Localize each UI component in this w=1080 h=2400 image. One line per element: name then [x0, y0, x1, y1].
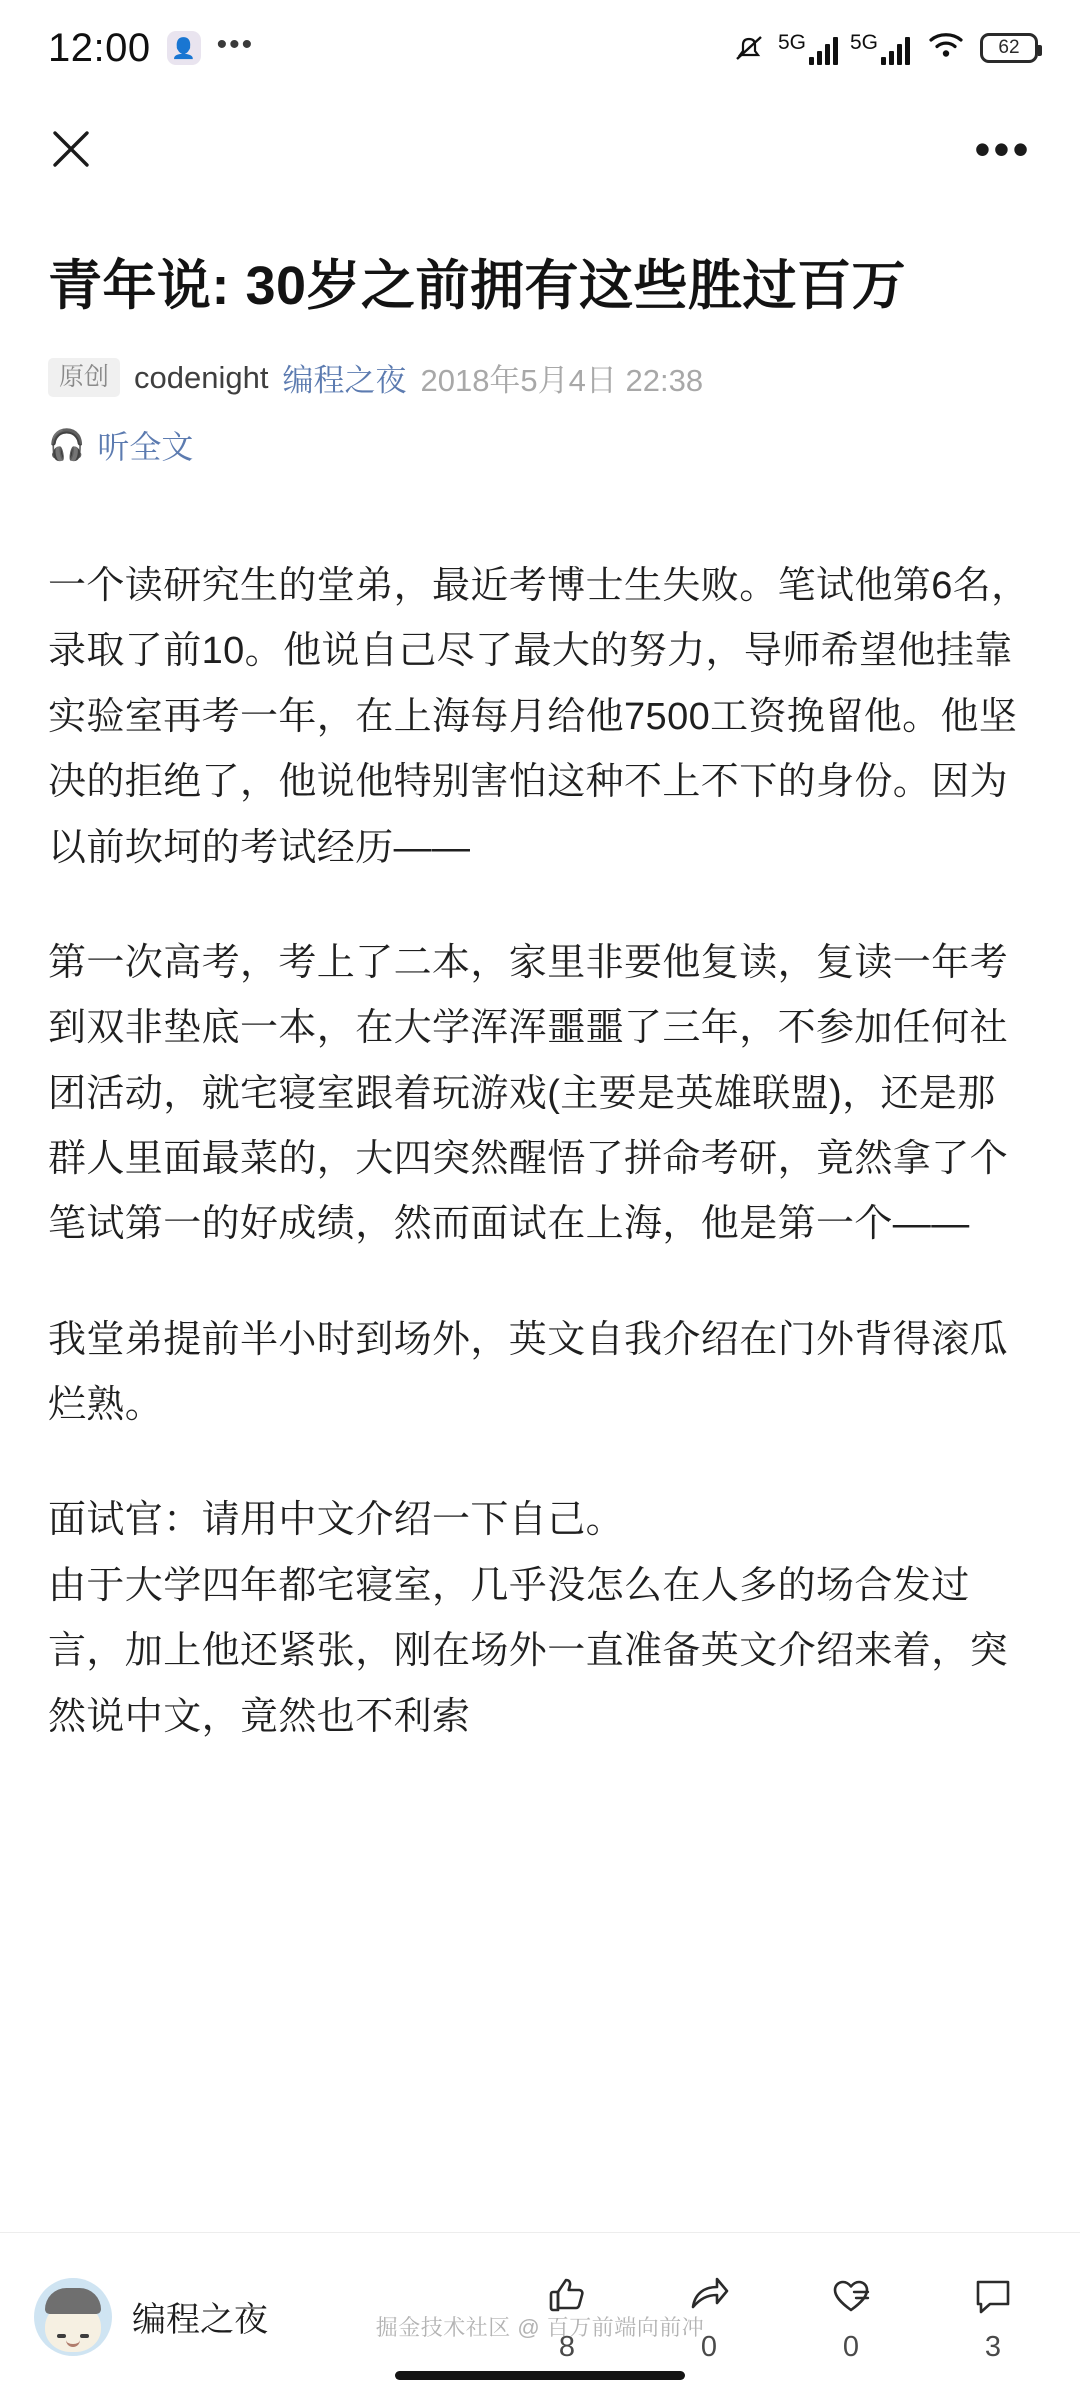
- battery-level: 62: [998, 37, 1020, 58]
- article-date: 2018年5月4日 22:38: [420, 363, 704, 399]
- home-indicator[interactable]: [395, 2371, 685, 2380]
- article-meta: [48, 355, 1032, 400]
- cellular-2: 5G: [850, 32, 910, 65]
- more-horizontal-icon[interactable]: •••: [974, 122, 1032, 175]
- listen-full-text-button[interactable]: [48, 422, 1032, 468]
- article-body: [48, 554, 1032, 1750]
- status-bar-left: [48, 26, 254, 71]
- original-badge: 原创: [48, 358, 120, 397]
- article-content: [0, 202, 1080, 2232]
- status-bar: [0, 0, 1080, 96]
- person-badge-icon: 👤: [167, 31, 201, 65]
- close-icon[interactable]: [40, 118, 102, 180]
- status-clock: 12:00: [48, 25, 151, 70]
- article-author: codenight: [134, 359, 269, 395]
- listen-label: 听全文: [97, 429, 194, 466]
- article-paragraph: 第一次高考，考上了二本，家里非要他复读，复读一年考到双非垫底一本，在大学浑浑噩噩了三年，不参加任何社团活动，就宅寝室跟着玩游戏(主要是英雄联盟)，还是那群人里面最菜的，大四突然醒悟了拼命考研，竟然拿了个笔试第一的好成绩，然而面试在上海，他是第一个——: [48, 941, 1009, 1246]
- signal-bars-2: [881, 37, 910, 65]
- page-title: 青年说: 30岁之前拥有这些胜过百万: [48, 256, 907, 316]
- article-paragraph: 由于大学四年都宅寝室，几乎没怎么在人多的场合发过言，加上他还紧张，刚在场外一直准备英文介绍来着，突然说中文，竟然也不利索: [48, 1564, 1009, 1738]
- signal-bars-1: [809, 37, 838, 65]
- wifi-icon: [928, 31, 964, 64]
- bell-muted-icon: [732, 33, 766, 63]
- content-fade-overlay: [0, 2112, 1080, 2232]
- battery-icon: [980, 33, 1038, 63]
- headphones-icon: 🎧: [48, 428, 86, 462]
- ellipsis-icon: •••: [216, 28, 255, 61]
- share-count: 0: [700, 2330, 718, 2363]
- article-account-link[interactable]: 编程之夜: [282, 363, 407, 399]
- article-paragraph: 一个读研究生的堂弟，最近考博士生失败。笔试他第6名，录取了前10。他说自己尽了最大的努力，导师希望他挂靠实验室再考一年，在上海每月给他7500工资挽留他。他坚决的拒绝了，他说他特别害怕这种不上不下的身份。因为以前坎坷的考试经历——: [48, 565, 1030, 869]
- footer-watermark: 掘金技术社区 @ 百万前端向前冲: [375, 2315, 705, 2340]
- cellular-1: 5G: [778, 32, 838, 65]
- comment-count: 3: [984, 2330, 1002, 2363]
- status-bar-right: [732, 31, 1038, 66]
- like-count: 8: [558, 2330, 576, 2363]
- article-paragraph: 面试官：请用中文介绍一下自己。: [48, 1499, 625, 1542]
- account-name: 编程之夜: [132, 2301, 268, 2339]
- favorite-count: 0: [842, 2330, 860, 2363]
- article-paragraph: 我堂弟提前半小时到场外，英文自我介绍在门外背得滚瓜烂熟。: [48, 1318, 1009, 1427]
- top-navigation-bar: [0, 96, 1080, 202]
